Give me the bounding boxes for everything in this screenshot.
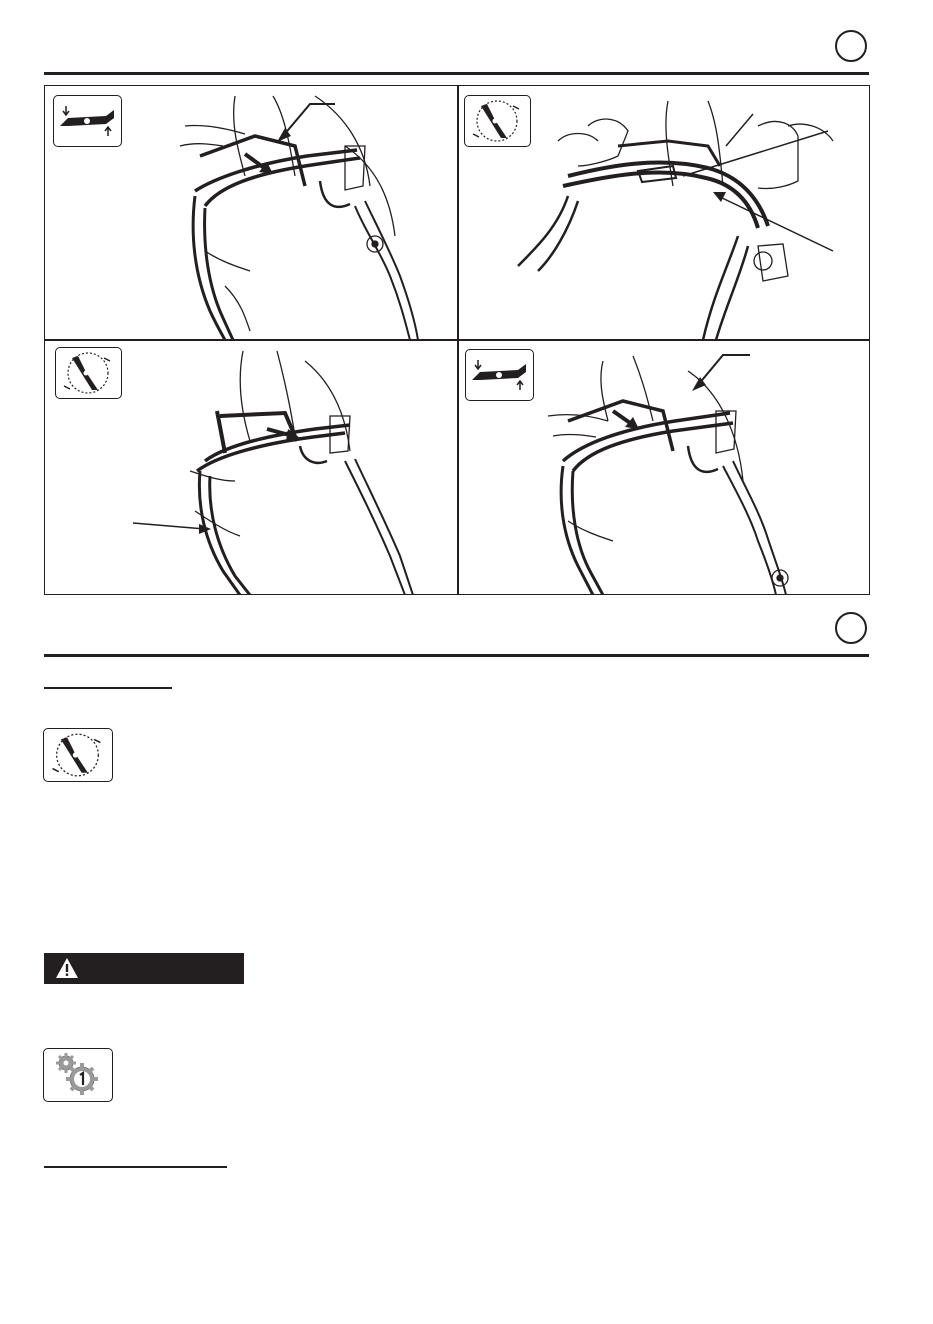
mulching-blade-icon <box>43 728 113 782</box>
warning-bar <box>44 953 244 984</box>
figure-panel-1 <box>45 86 457 340</box>
handle-lever-arrow-icon <box>45 86 457 340</box>
handle-lever-arrow-icon <box>458 341 870 595</box>
figure-panel-3 <box>45 341 457 595</box>
subheading-underline-2 <box>44 1166 227 1168</box>
handle-lever-arrow-icon <box>45 341 457 595</box>
hands-squeezing-handle-icon <box>458 86 870 340</box>
figure-panel-4 <box>458 341 870 595</box>
warning-triangle-icon <box>52 953 82 984</box>
header-rule-top <box>44 72 869 75</box>
figure-panel-2 <box>458 86 870 340</box>
figure-grid <box>44 85 870 595</box>
header-rule-bottom <box>44 654 869 657</box>
language-badge-top <box>835 30 867 62</box>
language-badge-bottom <box>835 612 867 644</box>
subheading-underline-1 <box>44 687 172 689</box>
gear-one-icon <box>43 1048 113 1102</box>
